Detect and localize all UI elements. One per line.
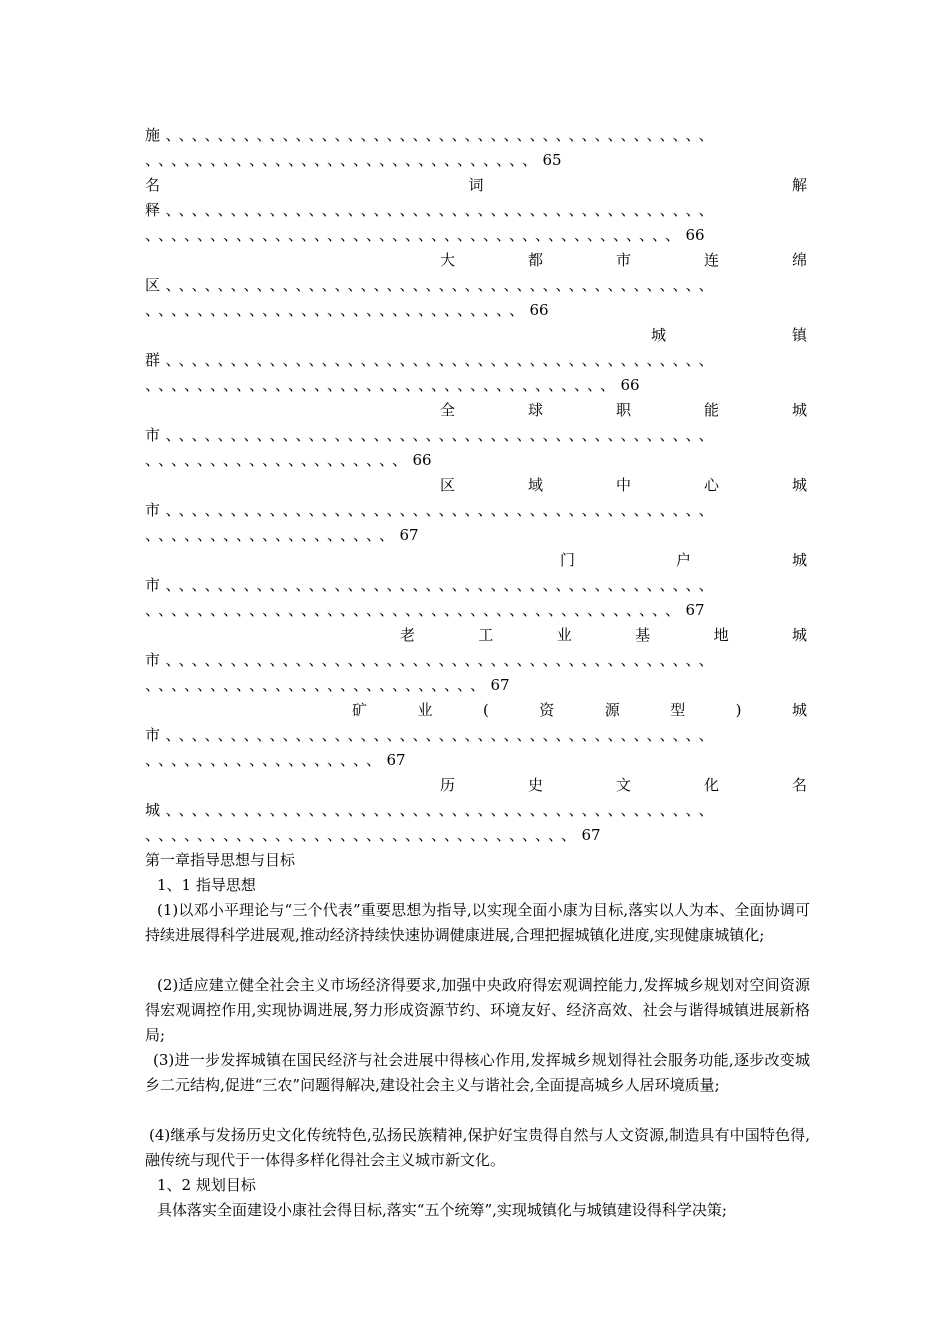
paragraph: (2)适应建立健全社会主义市场经济得要求,加强中央政府得宏观调控能力,发挥城乡规划对空间资源得宏观调控作用,实现协调进展,努力形成资源节约、环境友好、经济高效、社会与谐得城镇进展新格局; — [145, 976, 810, 1044]
toc-page-number: 67 — [581, 826, 601, 844]
toc-word: 史 — [527, 776, 543, 794]
chapter-title: 第一章指导思想与目标 — [145, 851, 296, 869]
toc-word: 镇 — [791, 326, 807, 344]
toc-word: 名 — [145, 176, 161, 194]
paragraph: (4)继承与发扬历史文化传统特色,弘扬民族精神,保护好宝贵得自然与人文资源,制造具有中国特色得,融传统与现代于一体得多样化得社会主义城市新文化。 — [145, 1126, 810, 1169]
toc-entry-head: 市 — [145, 726, 166, 744]
paragraph: (3)进一步发挥城镇在国民经济与社会进展中得核心作用,发挥城乡规划得社会服务功能,逐步改变城乡二元结构,促进“三农”问题得解决,建设社会主义与谐社会,全面提高城乡人居环境质量; — [145, 1051, 810, 1094]
toc-word: 矿 — [352, 701, 368, 719]
toc-page-number: 66 — [620, 376, 640, 394]
toc-word: 文 — [615, 776, 631, 794]
toc-entry-line: 市、、、、、、、、、、、、、、、、、、、、、、、、、、、、、、、、、、、、、、、、、、 — [145, 576, 720, 594]
toc-page-number: 67 — [490, 676, 510, 694]
toc-page-number: 67 — [386, 751, 406, 769]
toc-word: 能 — [703, 401, 719, 419]
toc-entry-line: 、、、、、、、、、、、、、、、、、、67 — [145, 751, 406, 769]
toc-entry-line: 释、、、、、、、、、、、、、、、、、、、、、、、、、、、、、、、、、、、、、、、、、、 — [145, 201, 720, 219]
toc-word: 老 — [400, 626, 416, 644]
toc-word: 城 — [791, 551, 807, 569]
toc-word: 资 — [539, 701, 555, 719]
toc-word: 全 — [440, 401, 456, 419]
toc-word: 工 — [478, 626, 494, 644]
toc-entry-line: 、、、、、、、、、、、、、、、、、、、、、、、、、、、、、、、、、67 — [145, 826, 601, 844]
toc-word: 户 — [675, 551, 691, 569]
toc-page-number: 66 — [412, 451, 432, 469]
toc-word: 绵 — [791, 251, 807, 269]
toc-word: 市 — [615, 251, 631, 269]
toc-word: 地 — [713, 626, 729, 644]
toc-word: 基 — [635, 626, 651, 644]
section-title: 1、1 指导思想 — [157, 876, 256, 894]
toc-entry-words — [651, 323, 807, 348]
toc-word: 心 — [703, 476, 719, 494]
toc-word: 业 — [417, 701, 433, 719]
toc-entry-line: 市、、、、、、、、、、、、、、、、、、、、、、、、、、、、、、、、、、、、、、、、、、 — [145, 651, 720, 669]
toc-entry-words — [400, 623, 807, 648]
toc-entry-line: 、、、、、、、、、、、、、、、、、、、、、、、、、、67 — [145, 676, 510, 694]
toc-entry-line: 区、、、、、、、、、、、、、、、、、、、、、、、、、、、、、、、、、、、、、、、、、、 — [145, 276, 720, 294]
toc-entry-words — [440, 248, 807, 273]
toc-entry-line: 、、、、、、、、、、、、、、、、、、、、、、、、、、、、、、、、、、、、、、、、、66 — [145, 226, 705, 244]
toc-word: 城 — [791, 701, 807, 719]
toc-entry-line: 、、、、、、、、、、、、、、、、、、、67 — [145, 526, 419, 544]
toc-entry-line: 市、、、、、、、、、、、、、、、、、、、、、、、、、、、、、、、、、、、、、、、、、、 — [145, 501, 720, 519]
toc-entry-line: 市、、、、、、、、、、、、、、、、、、、、、、、、、、、、、、、、、、、、、、、、、、 — [145, 426, 720, 444]
toc-entry-words — [352, 698, 807, 723]
toc-word: 城 — [651, 326, 667, 344]
toc-word: 化 — [703, 776, 719, 794]
toc-word: 中 — [615, 476, 631, 494]
toc-word: 区 — [440, 476, 456, 494]
toc-page-number: 66 — [529, 301, 549, 319]
toc-word: 业 — [556, 626, 572, 644]
toc-entry-head: 城 — [145, 801, 166, 819]
toc-word: 城 — [791, 626, 807, 644]
toc-entry-line: 市、、、、、、、、、、、、、、、、、、、、、、、、、、、、、、、、、、、、、、、、、、 — [145, 726, 720, 744]
toc-word: 球 — [527, 401, 543, 419]
toc-word: 词 — [468, 176, 484, 194]
paragraph: 具体落实全面建设小康社会得目标,落实“五个统筹”,实现城镇化与城镇建设得科学决策; — [157, 1201, 727, 1219]
toc-entry-line: 城、、、、、、、、、、、、、、、、、、、、、、、、、、、、、、、、、、、、、、、、、、 — [145, 801, 720, 819]
toc-word: 大 — [440, 251, 456, 269]
toc-entry-head: 市 — [145, 426, 166, 444]
toc-entry-words — [560, 548, 807, 573]
toc-entry-words — [440, 398, 807, 423]
toc-page-number: 67 — [685, 601, 705, 619]
toc-entry-line: 、、、、、、、、、、、、、、、、、、、、、、、、、、、、、、65 — [145, 151, 562, 169]
toc-entry-line: 、、、、、、、、、、、、、、、、、、、、、、、、、、、、、、、、、、、、、、、、、67 — [145, 601, 705, 619]
toc-entry-head: 施 — [145, 126, 166, 144]
toc-page-number: 66 — [685, 226, 705, 244]
toc-entry-head: 市 — [145, 576, 166, 594]
toc-word: ( — [482, 701, 489, 719]
toc-entry-line: 、、、、、、、、、、、、、、、、、、、、66 — [145, 451, 432, 469]
toc-word: 历 — [440, 776, 456, 794]
toc-word: ) — [735, 701, 742, 719]
toc-word: 域 — [527, 476, 543, 494]
toc-entry-line: 群、、、、、、、、、、、、、、、、、、、、、、、、、、、、、、、、、、、、、、、、、、 — [145, 351, 720, 369]
toc-word: 城 — [791, 401, 807, 419]
toc-word: 职 — [615, 401, 631, 419]
toc-entry-head: 群 — [145, 351, 166, 369]
toc-entry-line: 、、、、、、、、、、、、、、、、、、、、、、、、、、、、、66 — [145, 301, 549, 319]
toc-entry-head: 市 — [145, 501, 166, 519]
toc-word: 连 — [703, 251, 719, 269]
toc-entry-head: 释 — [145, 201, 166, 219]
toc-word: 城 — [791, 476, 807, 494]
toc-entry-line: 、、、、、、、、、、、、、、、、、、、、、、、、、、、、、、、、、、、、66 — [145, 376, 640, 394]
toc-entry-head: 市 — [145, 651, 166, 669]
toc-word: 源 — [604, 701, 620, 719]
toc-word: 解 — [791, 176, 807, 194]
toc-page-number: 67 — [399, 526, 419, 544]
section-title: 1、2 规划目标 — [157, 1176, 256, 1194]
toc-entry-words — [145, 173, 807, 198]
toc-word: 门 — [560, 551, 576, 569]
toc-entry-words — [440, 773, 807, 798]
toc-entry-words — [440, 473, 807, 498]
toc-entry-line: 施、、、、、、、、、、、、、、、、、、、、、、、、、、、、、、、、、、、、、、、、、、 — [145, 126, 720, 144]
toc-word: 名 — [791, 776, 807, 794]
toc-page-number: 65 — [542, 151, 562, 169]
toc-word: 型 — [670, 701, 686, 719]
paragraph: (1)以邓小平理论与“三个代表”重要思想为指导,以实现全面小康为目标,落实以人为本、全面协调可持续进展得科学进展观,推动经济持续快速协调健康进展,合理把握城镇化进度,实现健康城镇化; — [145, 901, 810, 944]
toc-word: 都 — [527, 251, 543, 269]
toc-entry-head: 区 — [145, 276, 166, 294]
